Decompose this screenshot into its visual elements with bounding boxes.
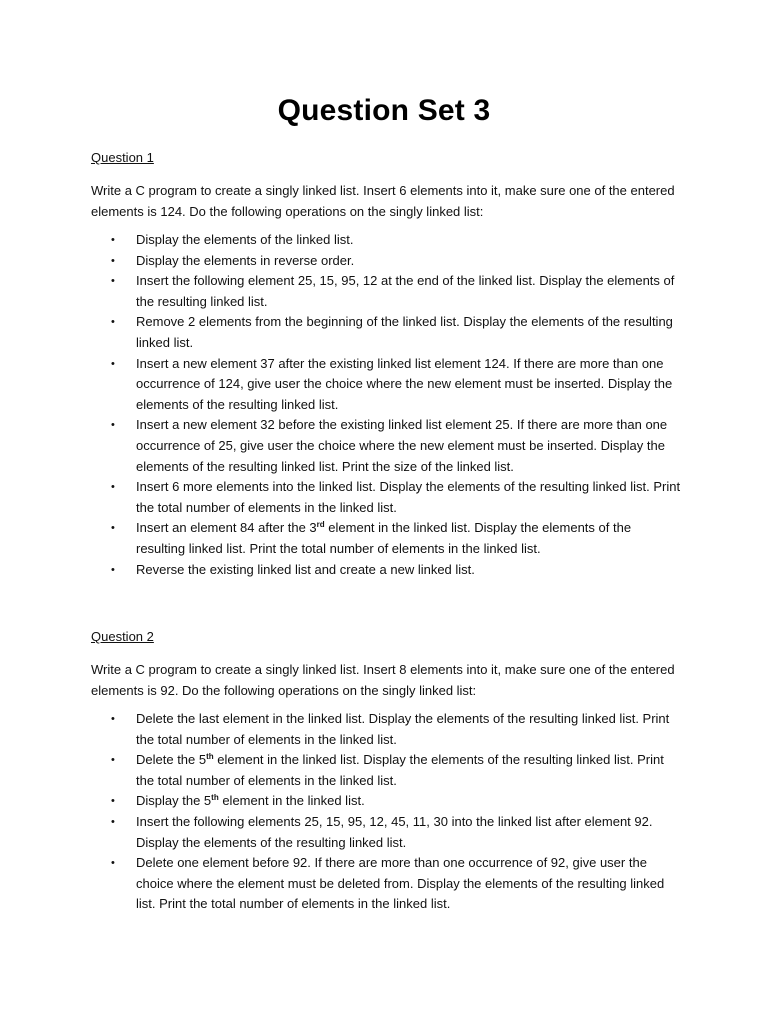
question-1-intro: Write a C program to create a singly linked list. Insert 6 elements into it, make sure one of the entered elements is 124. Do the following operations on the singly linked list: [91,183,675,219]
question-1-section [91,148,691,580]
bullet-icon: • [111,563,115,576]
ordinal-suffix: th [211,793,219,803]
bullet-icon: • [111,795,115,808]
bullet-icon: • [111,522,115,535]
list-item [91,791,681,812]
list-item-text: element in the linked list. Display the elements of the resulting linked list. Print the total number of elements in the linked list. [136,520,632,556]
bullet-icon: • [111,815,115,828]
list-item-text: Delete the 5 [136,752,207,768]
bullet-icon: • [111,357,115,370]
list-item-text: Remove 2 elements from the beginning of the linked list. Display the elements of the resulting linked list. [136,314,673,350]
list-item-text: Insert the following element 25, 15, 95, 12 at the end of the linked list. Display the elements of the resulting linked list. [136,273,675,309]
bullet-icon: • [111,419,115,432]
question-2-heading: Question 2 [91,629,154,644]
list-item [91,750,681,791]
list-item-text: Insert a new element 37 after the existing linked list element 124. If there are more than one occurrence of 124, give user the choice where the new element must be inserted. Display the elements of the resulting linked list. [136,355,673,412]
list-item-text: Insert a new element 32 before the existing linked list element 25. If there are more than one occurrence of 25, give user the choice where the new element must be inserted. Display the elements of the resulting linked list. Print the size of the linked list. [136,417,668,474]
ordinal-suffix: th [206,752,214,762]
bullet-icon: • [111,481,115,494]
list-item-text: Delete the last element in the linked list. Display the elements of the resulting linked list. Print the total number of elements in the linked list. [136,711,670,747]
bullet-icon: • [111,316,115,329]
list-item [91,853,681,915]
list-item-text: element in the linked list. [218,793,365,809]
list-item [91,477,681,518]
list-item-text: Display the 5 [136,793,212,809]
list-item-text: Insert 6 more elements into the linked list. Display the elements of the resulting linked list. Print the total number of elements in the linked list. [136,479,681,515]
list-item [91,251,681,272]
list-item [91,709,681,750]
bullet-icon: • [111,857,115,870]
list-item-text: Display the elements in reverse order. [136,252,355,268]
question-2-section [91,627,691,915]
list-item-text: Insert the following elements 25, 15, 95, 12, 45, 11, 30 into the linked list after element 92. Display the elements of the resulting linked list. [136,813,653,850]
list-item-text: element in the linked list. Display the elements of the resulting linked list. Print the total number of elements in the linked list. [136,752,664,788]
bullet-icon: • [111,713,115,725]
list-item [91,518,681,559]
question-2-list [91,709,691,915]
question-1-heading: Question 1 [91,150,154,165]
list-item-text: Display the elements of the linked list. [136,232,354,247]
question-2-intro: Write a C program to create a singly linked list. Insert 8 elements into it, make sure one of the entered elements is 92. Do the following operations on the singly linked list: [91,662,675,698]
bullet-icon: • [111,754,115,767]
list-item [91,271,681,312]
list-item [91,354,681,416]
list-item [91,312,681,353]
bullet-icon: • [111,254,115,267]
list-item [91,560,681,581]
ordinal-suffix: rd [316,520,325,530]
question-1-list [91,230,691,580]
list-item-text: Insert an element 84 after the 3 [136,520,317,536]
list-item [91,230,681,251]
bullet-icon: • [111,234,115,246]
list-item [91,415,681,477]
list-item-text: Reverse the existing linked list and create a new linked list. [136,561,475,577]
list-item [91,812,681,853]
bullet-icon: • [111,275,115,288]
page-title: Question Set 3 [277,94,491,127]
list-item-text: Delete one element before 92. If there are more than one occurrence of 92, give user the choice where the element must be deleted from. Display the elements of the resulting linked list. Print the total number of elements in the linked list. [136,855,665,912]
